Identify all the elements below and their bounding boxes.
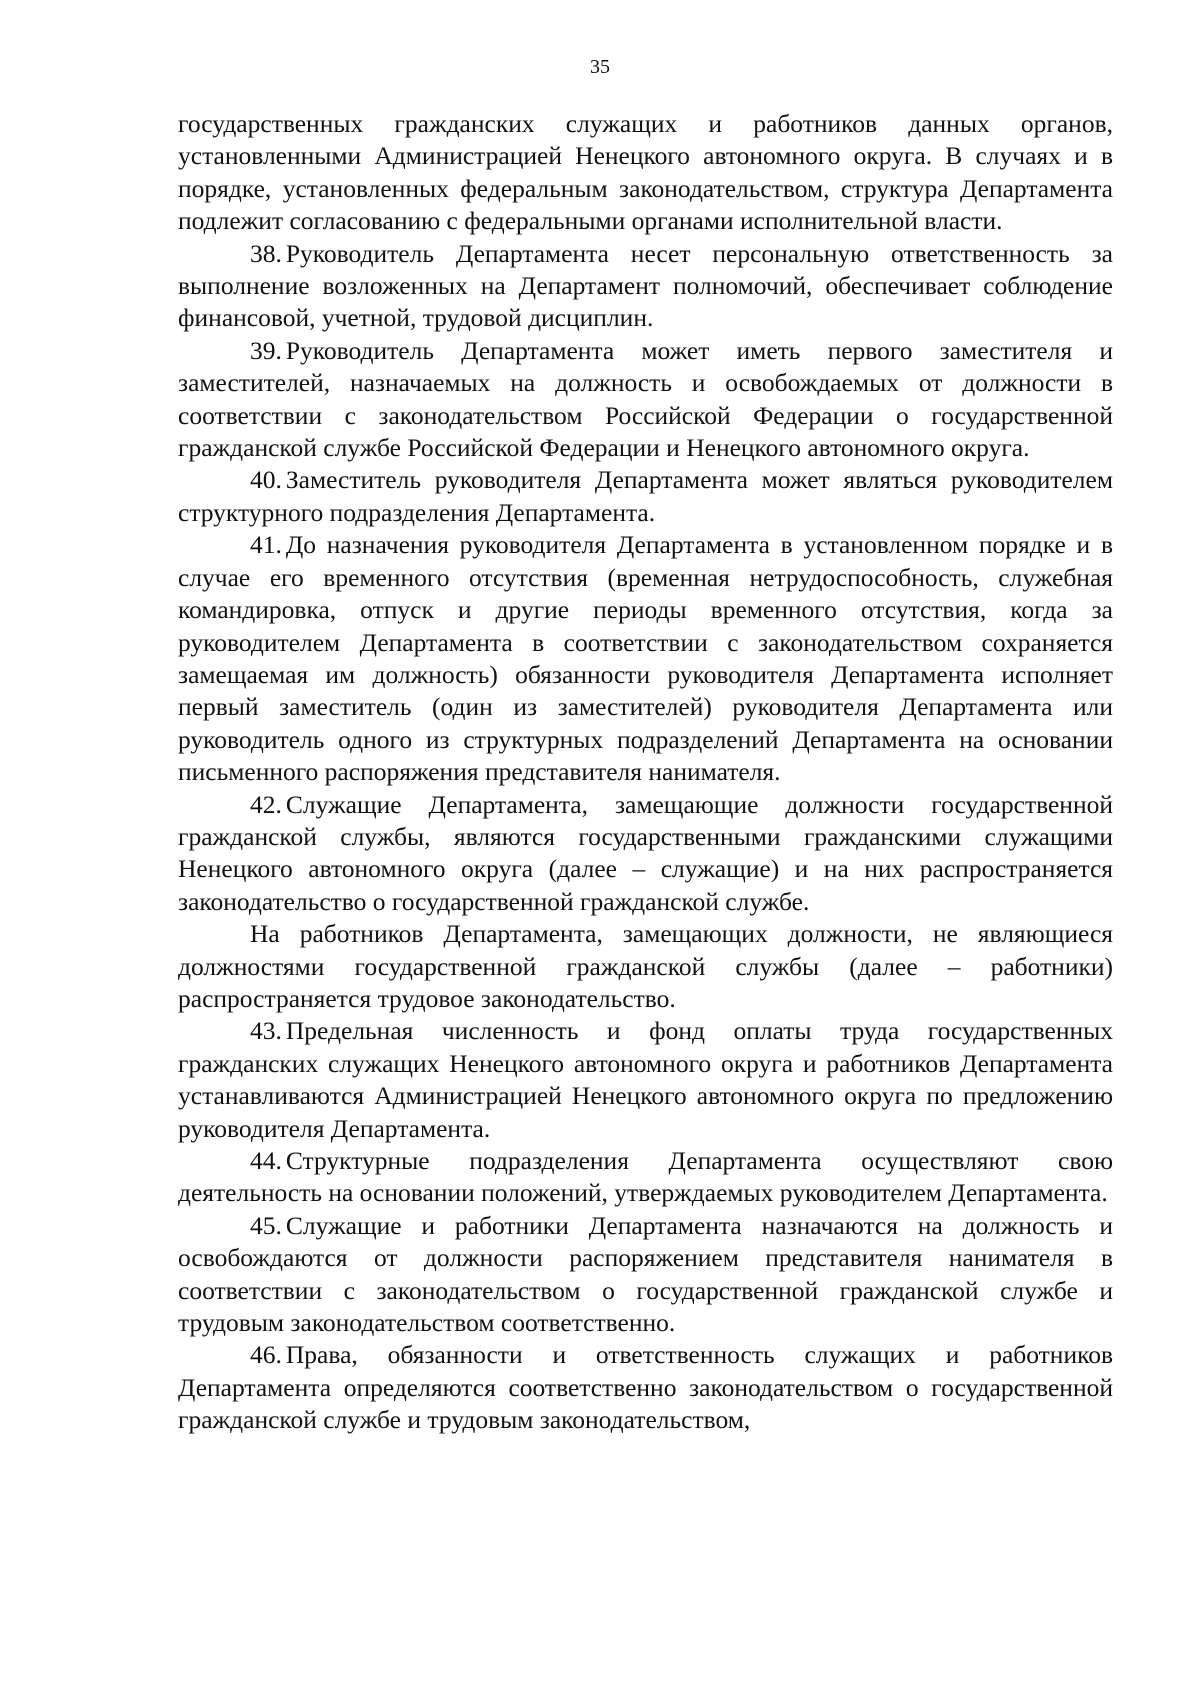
paragraph-46 — [178, 1339, 1113, 1436]
paragraph-text: На работников Департамента, замещающих должности, не являющиеся должностями государственной гражданской службы (далее – работники) распространяется трудовое законодательство. — [178, 919, 1113, 1013]
paragraph-text: государственных гражданских служащих и работников данных органов, установленными Администрацией Ненецкого автономного округа. В случаях и в порядке, установленных федеральным законодательством, структура Департамента подлежит согласованию с федеральными органами исполнительной власти. — [178, 109, 1113, 236]
paragraph-text: До назначения руководителя Департамента в установленном порядке и в случае его временного отсутствия (временная нетрудоспособность, служебная командировка, отпуск и другие периоды временного отсутствия, когда за руководителем Департамента в соответствии с законодательством сохраняется замещаемая им должность) обязанности руководителя Департамента исполняет первый заместитель (один из заместителей) руководителя Департамента или руководитель одного из структурных подразделений Департамента на основании письменного распоряжения представителя нанимателя. — [178, 530, 1113, 787]
paragraph-39 — [178, 335, 1113, 465]
paragraph-38 — [178, 238, 1113, 335]
paragraph-text: Заместитель руководителя Департамента может являться руководителем структурного подразделения Департамента. — [178, 465, 1113, 527]
paragraph-42-workers — [178, 918, 1113, 1015]
paragraph-text: Структурные подразделения Департамента осуществляют свою деятельность на основании положений, утверждаемых руководителем Департамента. — [178, 1146, 1113, 1208]
document-body — [178, 108, 1113, 1437]
paragraph-42 — [178, 789, 1113, 919]
paragraph-text: Служащие Департамента, замещающие должности государственной гражданской службы, являются государственными гражданскими служащими Ненецкого автономного округа (далее – служащие) и на них распространяется законодательство о государственной гражданской службе. — [178, 789, 1113, 916]
paragraph-text: Служащие и работники Департамента назначаются на должность и освобождаются от должности распоряжением представителя нанимателя в соответствии с законодательством о государственной гражданской службе и трудовым законодательством соответственно. — [178, 1210, 1113, 1338]
paragraph-text: Руководитель Департамента может иметь первого заместителя и заместителей, назначаемых на должность и освобождаемых от должности в соответствии с законодательством Российской Федерации о государственной гражданской службе Российской Федерации и Ненецкого автономного округа. — [178, 335, 1113, 463]
paragraph-number: 41. — [250, 530, 282, 560]
paragraph-number: 44. — [250, 1146, 282, 1175]
paragraph-number: 40. — [250, 465, 282, 495]
paragraph-number: 45. — [250, 1210, 282, 1240]
paragraph-40 — [178, 464, 1113, 529]
paragraph-number: 42. — [250, 789, 282, 819]
paragraph-43 — [178, 1015, 1113, 1145]
paragraph-number: 38. — [250, 238, 282, 268]
paragraph-41 — [178, 529, 1113, 788]
paragraph-text: Руководитель Департамента несет персональную ответственность за выполнение возложенных на Департамент полномочий, обеспечивает соблюдение финансовой, учетной, трудовой дисциплин. — [178, 238, 1113, 333]
paragraph-number: 39. — [250, 335, 282, 365]
paragraph-continuation — [178, 108, 1113, 238]
paragraph-number: 43. — [250, 1016, 282, 1046]
page-number: 35 — [590, 56, 610, 78]
paragraph-44 — [178, 1145, 1113, 1210]
paragraph-number: 46. — [250, 1340, 282, 1370]
paragraph-text: Предельная численность и фонд оплаты труда государственных гражданских служащих Ненецкого автономного округа и работников Департамента устанавливаются Администрацией Ненецкого автономного округа по предложению руководителя Департамента. — [178, 1016, 1113, 1143]
paragraph-text: Права, обязанности и ответственность служащих и работников Департамента определяются соответственно законодательством о государственной гражданской службе и трудовым законодательством, — [178, 1340, 1113, 1435]
paragraph-45 — [178, 1210, 1113, 1340]
